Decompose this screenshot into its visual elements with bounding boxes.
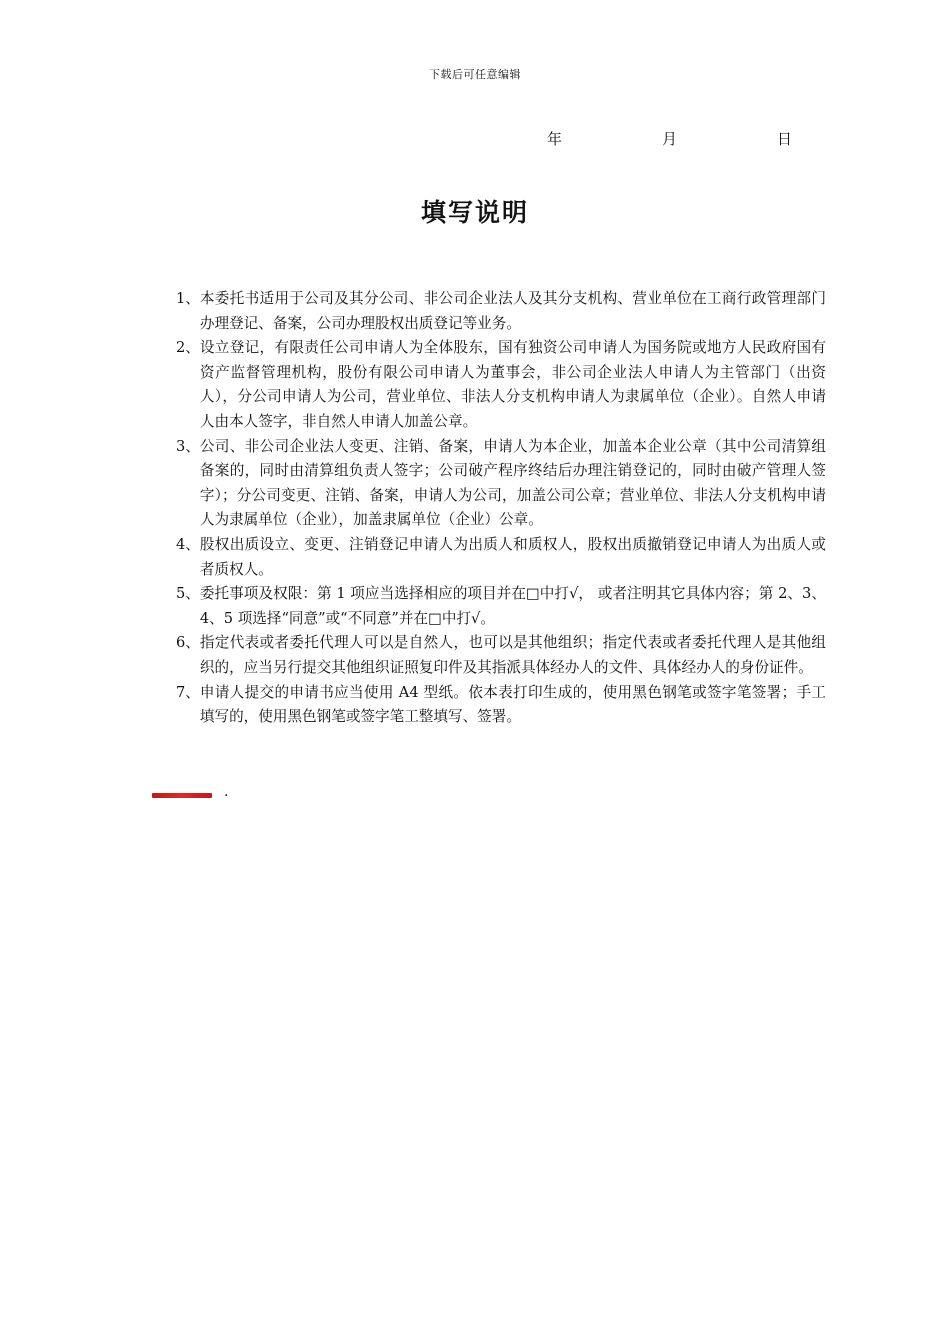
instruction-item-2	[176, 336, 826, 434]
instruction-number: 4、	[176, 535, 200, 553]
instruction-item-3	[176, 435, 826, 533]
instruction-item-7	[176, 681, 826, 730]
instruction-text: 本委托书适用于公司及其分公司、非公司企业法人及其分支机构、营业单位在工商行政管理部门办理登记、备案，公司办理股权出质登记等业务。	[199, 290, 826, 332]
instruction-text: 公司、非公司企业法人变更、注销、备案，申请人为本企业，加盖本企业公章（其中公司清算组备案的，同时由清算组负责人签字；公司破产程序终结后办理注销登记的，同时由破产管理人签字）；分公司变更、注销、备案，申请人为公司，加盖公司公章；营业单位、非法人分支机构申请人为隶属单位（企业），加盖隶属单位（企业）公章。	[199, 437, 826, 529]
date-month-label: 月	[662, 130, 678, 148]
instruction-text: 申请人提交的申请书应当使用 A4 型纸。依本表打印生成的，使用黑色钢笔或签字笔签署；手工填写的，使用黑色钢笔或签字笔工整填写、签署。	[199, 683, 826, 726]
instruction-text: 股权出质设立、变更、注销登记申请人为出质人和质权人，股权出质撤销登记申请人为出质人或者质权人。	[199, 535, 826, 578]
instructions-list	[176, 287, 826, 730]
instruction-text: 委托事项及权限：第 1 项应当选择相应的项目并在□中打√， 或者注明其它具体内容；第 2、3、4、5 项选择“同意”或“不同意”并在□中打√。	[199, 585, 826, 627]
date-day-label: 日	[777, 130, 793, 148]
instruction-item-5	[176, 582, 826, 631]
instruction-number: 3、	[176, 437, 200, 455]
instruction-text: 指定代表或者委托代理人可以是自然人，也可以是其他组织；指定代表或者委托代理人是其他组织的，应当另行提交其他组织证照复印件及其指派具体经办人的文件、具体经办人的身份证件。	[199, 634, 826, 676]
instruction-text: 设立登记，有限责任公司申请人为全体股东，国有独资公司申请人为国务院或地方人民政府国有资产监督管理机构，股份有限公司申请人为董事会，非公司企业法人申请人为主管部门（出资人），分公司申请人为公司，营业单位、非法人分支机构申请人为隶属单位（企业）。自然人申请人由本人签字，非自然人申请人加盖公章。	[199, 339, 826, 430]
instruction-item-6	[176, 631, 826, 680]
header-note: 下载后可任意编辑	[429, 68, 521, 81]
trailing-dot: .	[224, 784, 229, 800]
instruction-number: 7、	[176, 683, 200, 701]
instruction-number: 5、	[176, 585, 200, 603]
instruction-item-1	[176, 287, 826, 336]
red-accent-bar	[152, 793, 212, 798]
date-year-label: 年	[547, 130, 563, 148]
instruction-number: 2、	[176, 339, 200, 357]
instruction-item-4	[176, 533, 826, 582]
page-title: 填写说明	[420, 198, 529, 227]
instruction-number: 6、	[176, 634, 200, 652]
instruction-number: 1、	[176, 290, 200, 307]
